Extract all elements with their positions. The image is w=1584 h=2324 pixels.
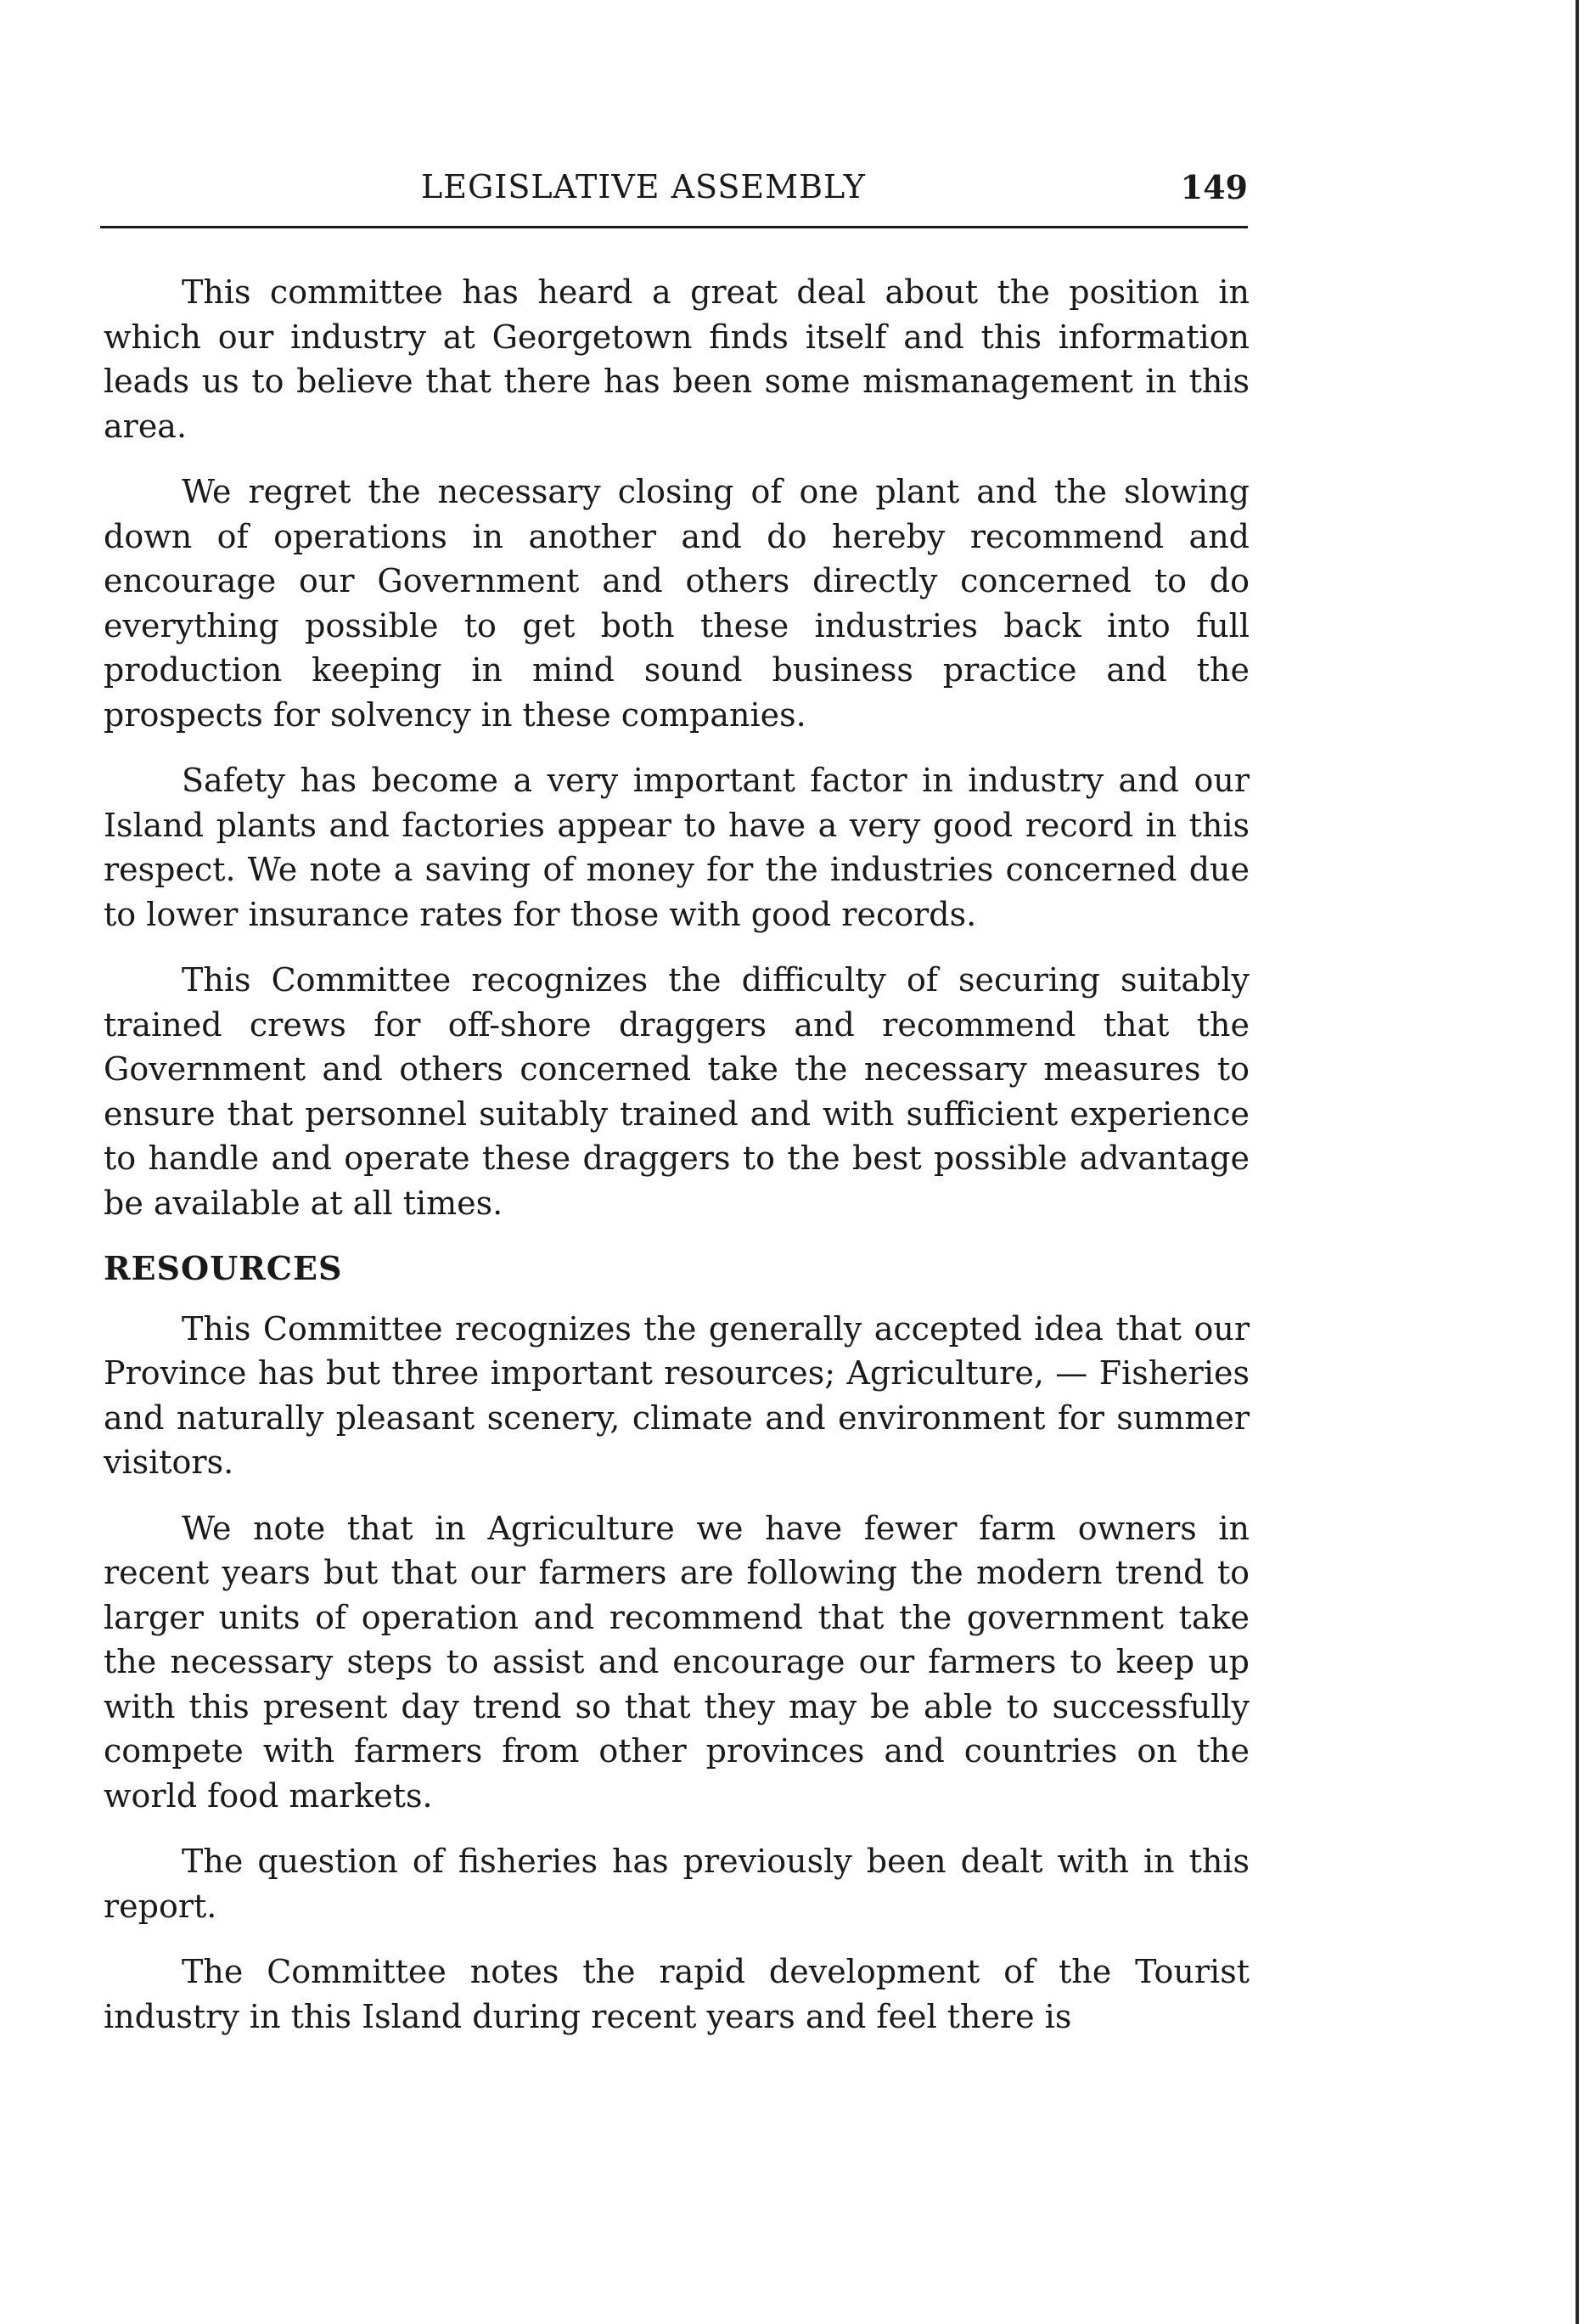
header-rule: [100, 226, 1248, 228]
paragraph: The question of fisheries has previously been dealt with in this report.: [104, 1843, 1250, 1925]
paragraph: This Committee recognizes the difficulty of securing suitably trained crews for off-shore draggers and recommend that the Government and others concerned take the necessary measures to ensure that personnel suitably trained and with sufficient experience to handle and operate these draggers to the best possible advantage be available at all times.: [104, 961, 1250, 1222]
paragraph: We note that in Agriculture we have fewer farm owners in recent years but that our farmers are following the modern trend to larger units of operation and recommend that the government take the necessary steps to assist and encourage our farmers to keep up with this present day trend so that they may be able to successfully compete with farmers from other provinces and countries on the world food markets.: [104, 1509, 1250, 1815]
paragraph: This committee has heard a great deal about the position in which our industry at Georgetown finds itself and this information leads us to believe that there has been some mismanagement in this area.: [104, 273, 1250, 445]
paragraph: This Committee recognizes the generally accepted idea that our Province has but three important resources; Agriculture, — Fisheries and naturally pleasant scenery, climate and environment for summer visitors.: [104, 1309, 1250, 1481]
paragraph: We regret the necessary closing of one plant and the slowing down of operations in another and do hereby recommend and encourage our Government and others directly concerned to do everything possible to get both these industries back into full production keeping in mind sound business practice and the prospects for solvency in these companies.: [104, 473, 1250, 734]
body-text: [104, 270, 1250, 2060]
page-edge-border: [1576, 0, 1579, 2324]
page-header: [100, 168, 1248, 219]
page-number: 149: [1180, 168, 1248, 206]
paragraph: The Committee notes the rapid development of the Tourist industry in this Island during recent years and feel there is: [104, 1953, 1250, 2035]
paragraph: Safety has become a very important factor in industry and our Island plants and factories appear to have a very good record in this respect. We note a saving of money for the industries concerned due to lower insurance rates for those with good records.: [104, 762, 1250, 933]
running-head: LEGISLATIVE ASSEMBLY: [421, 168, 866, 205]
section-heading: RESOURCES: [104, 1249, 343, 1287]
